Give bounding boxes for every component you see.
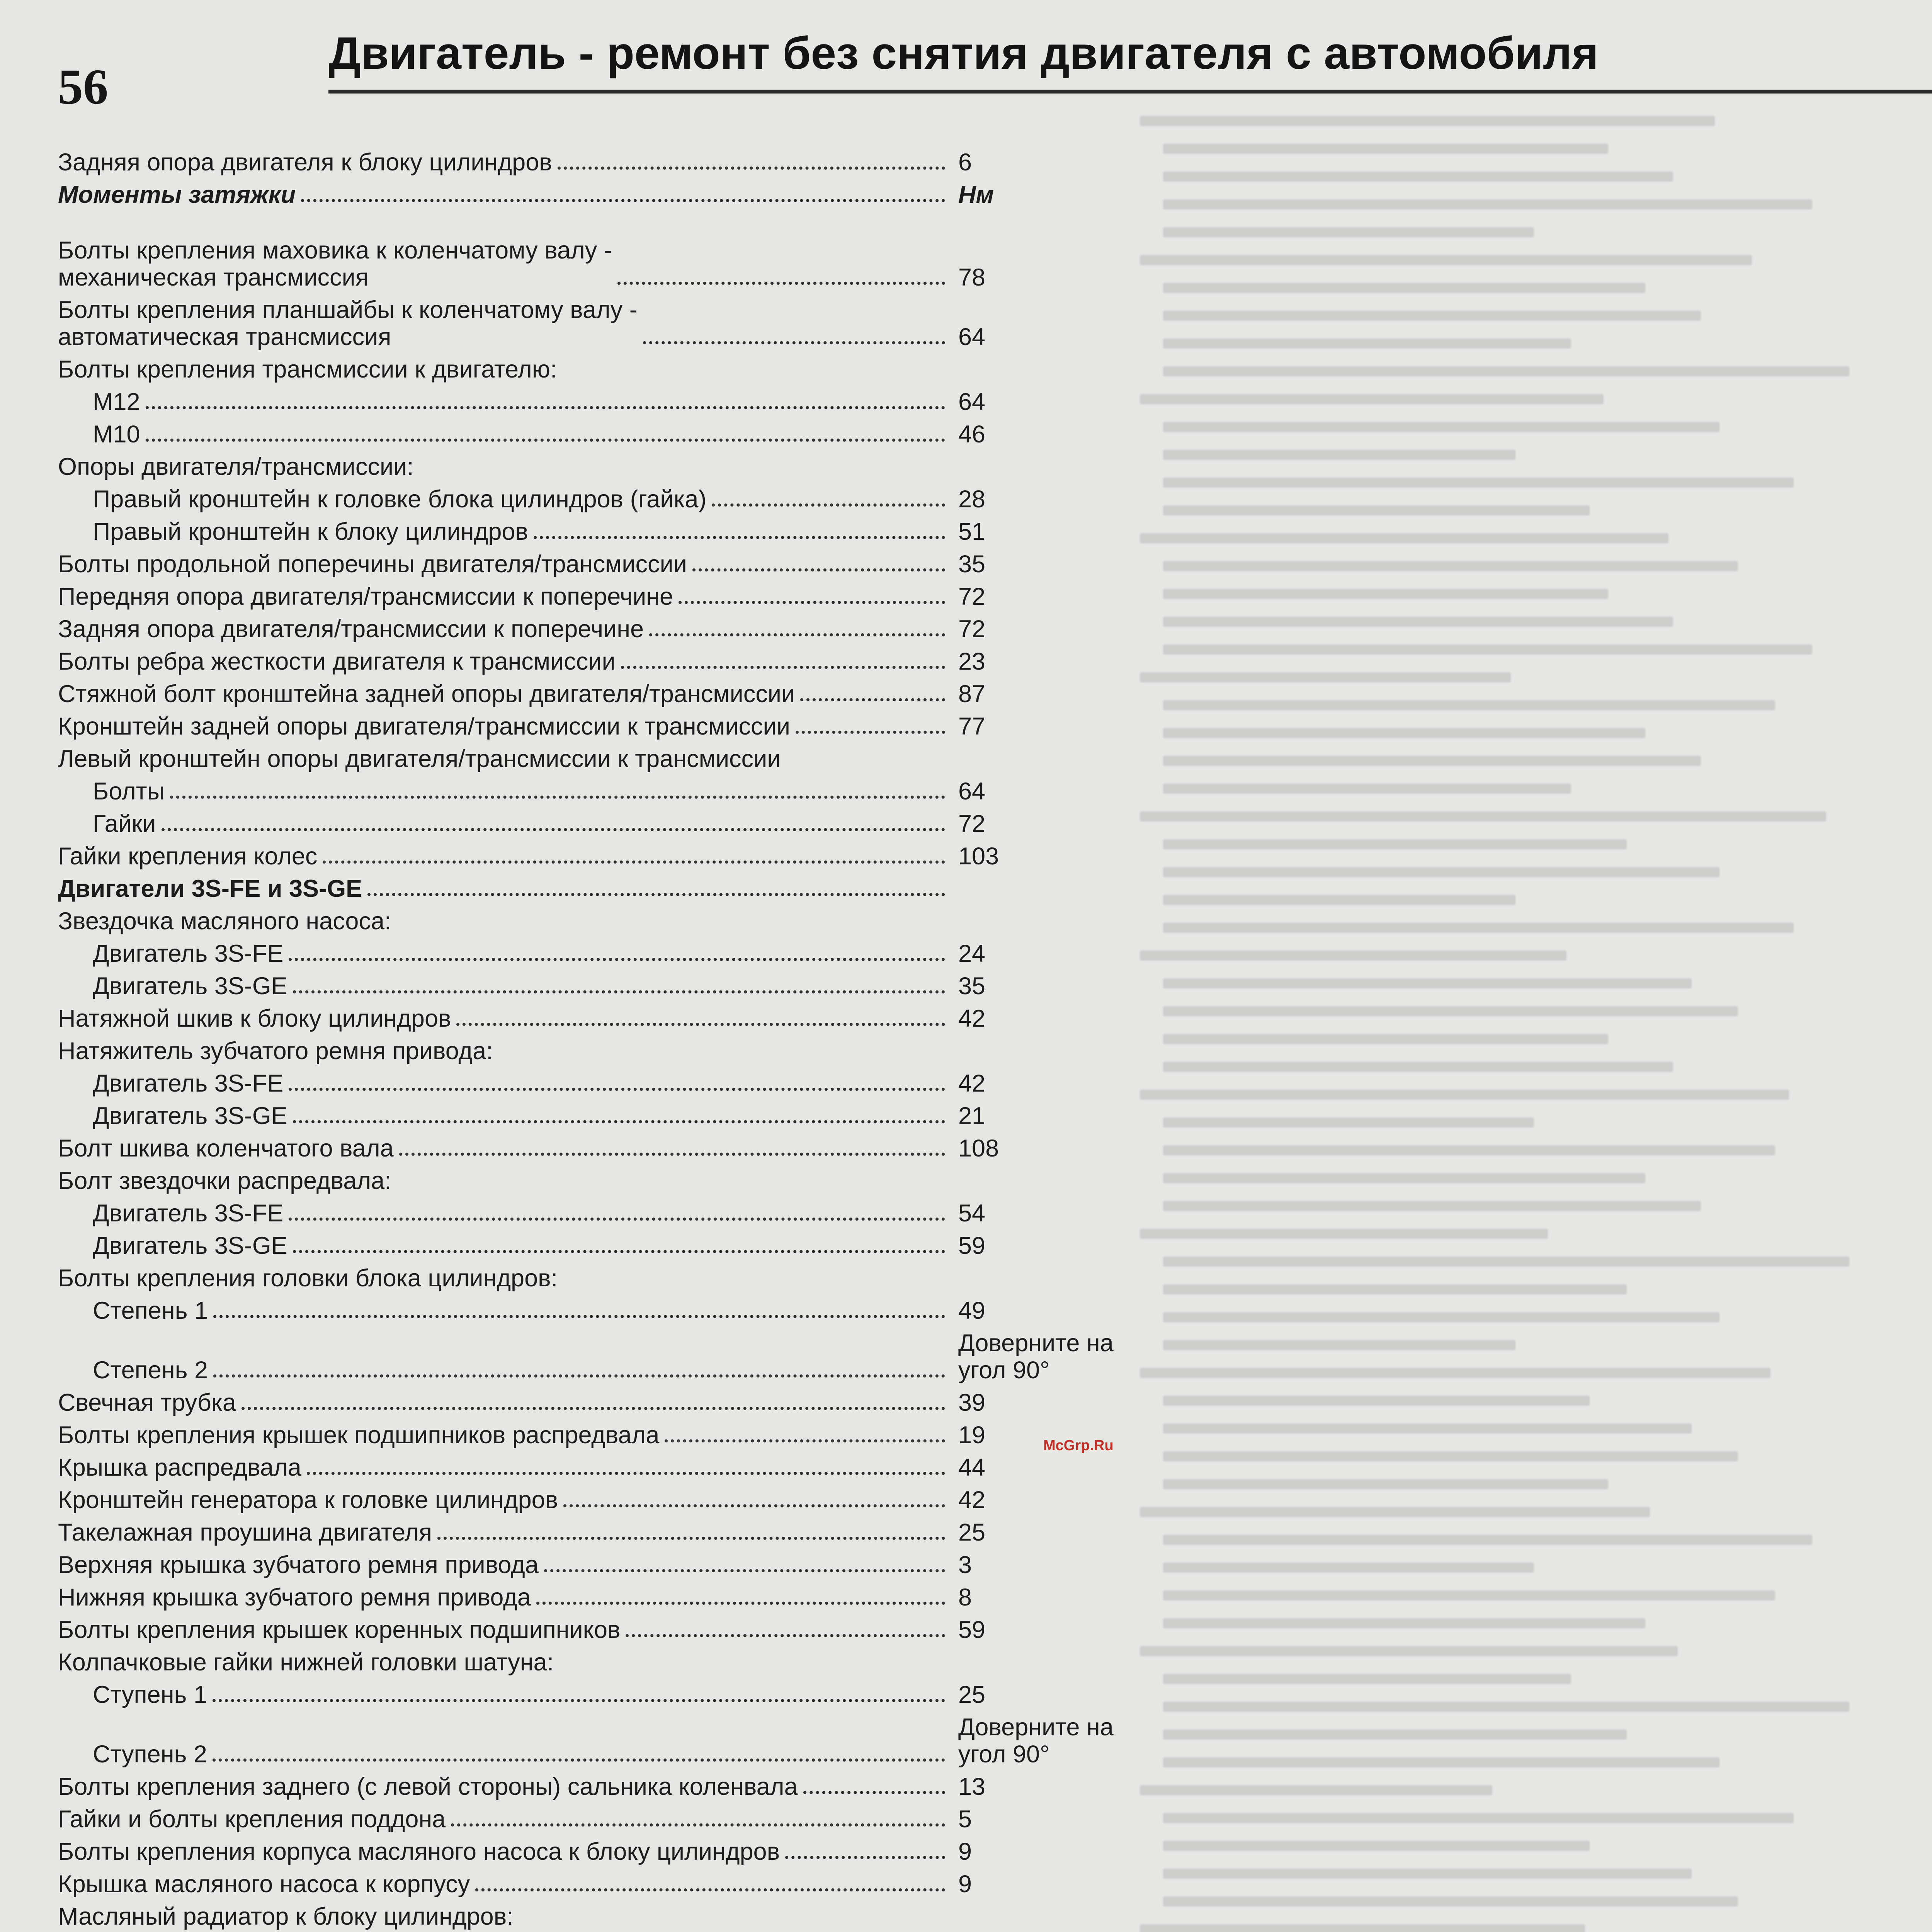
faded-text-line [1163,589,1608,599]
row-label: M12 [93,388,140,415]
table-row [58,149,1159,176]
row-label: Нижняя крышка зубчатого ремня привода [58,1584,531,1611]
table-row [58,1871,1159,1898]
faded-text-line [1163,561,1738,571]
dot-leader [679,601,945,604]
page-title: Двигатель - ремонт без снятия двигателя с автомобиля [328,28,1599,79]
table-row [58,1422,1159,1449]
table-row [58,648,1159,675]
row-label: Двигатель 3S-GE [93,1232,287,1259]
faded-text-line [1163,283,1645,293]
row-value: 72 [958,616,986,643]
table-row [58,1200,1159,1227]
table-row [58,356,1159,383]
dot-leader [621,666,945,669]
row-label: Гайки [93,810,156,837]
table-row [58,1584,1159,1611]
dot-leader [289,958,945,961]
row-value: 72 [958,810,986,837]
row-label: Задняя опора двигателя к блоку цилиндров [58,149,552,176]
faded-text-line [1140,811,1826,821]
row-label: Болты ребра жесткости двигателя к трансмиссии [58,648,616,675]
dot-leader [289,1088,945,1091]
dot-leader [437,1537,945,1540]
table-row [58,551,1159,578]
table-row [58,518,1159,545]
row-value: 49 [958,1297,986,1324]
row-value: 42 [958,1486,986,1514]
row-label: Такелажная проушина двигателя [58,1519,432,1546]
faded-text-line [1163,978,1692,988]
dot-leader [213,1699,945,1702]
dot-leader [563,1504,945,1507]
dot-leader [213,1759,945,1762]
row-label: Болты крепления корпуса масляного насоса к блоку цилиндров [58,1838,780,1865]
faded-text-line [1163,199,1812,209]
table-row [58,745,1159,772]
row-label: Свечная трубка [58,1389,236,1416]
faded-text-line [1163,1117,1534,1128]
row-value: 72 [958,583,986,610]
faded-text-line [1163,895,1515,905]
row-value: 42 [958,1070,986,1097]
faded-text-line [1163,1590,1775,1600]
table-row [58,1297,1159,1324]
row-value: 77 [958,713,986,740]
row-label: Степень 1 [93,1297,208,1324]
faded-text-line [1140,1924,1585,1932]
dot-leader [643,341,945,344]
faded-text-line [1163,505,1590,515]
row-label: Болт звездочки распредвала: [58,1167,391,1194]
table-row [58,1903,1159,1930]
faded-text-line [1163,645,1812,655]
dot-leader [649,633,945,636]
row-value: 87 [958,680,986,707]
table-row [58,1838,1159,1865]
faded-text-line [1163,1423,1692,1434]
header-rule [328,90,1932,94]
table-row [58,1714,1159,1768]
faded-text-line [1163,1869,1692,1879]
dot-leader [146,406,945,409]
faded-text-line [1163,1674,1571,1684]
faded-text-line [1163,700,1775,710]
table-row [58,1616,1159,1643]
faded-text-line [1140,672,1511,682]
dot-leader [146,439,945,442]
faded-text-line [1163,923,1794,933]
faded-text-line [1163,1618,1645,1628]
table-row [58,843,1159,870]
table-row [58,1551,1159,1578]
faded-text-line [1163,422,1719,432]
dot-leader [451,1823,945,1827]
row-label: Крышка распредвала [58,1454,301,1481]
dot-leader [289,1218,945,1221]
table-row [58,296,1159,350]
dot-leader [536,1602,945,1605]
row-label: Натяжитель зубчатого ремня привода: [58,1037,493,1065]
row-label: Степень 2 [93,1357,208,1384]
faded-text-line [1163,366,1849,376]
faded-text-line [1140,1090,1789,1100]
table-row [58,1037,1159,1065]
section-heading [58,181,1159,208]
faded-text-line [1140,255,1752,265]
row-label: Двигатель 3S-FE [93,940,284,967]
row-label: Двигатель 3S-GE [93,973,287,1000]
row-value: Нм [958,181,994,208]
dot-leader [800,698,945,701]
table-row [58,1389,1159,1416]
faded-text-line [1163,867,1719,877]
row-label: Болты [93,778,165,805]
faded-text-line [1163,1896,1738,1906]
faded-text-line [1163,338,1571,349]
dot-leader [399,1153,945,1156]
faded-text-line [1163,478,1794,488]
row-label: Кронштейн генератора к головке цилиндров [58,1486,558,1514]
row-label: Гайки крепления колес [58,843,318,870]
dot-leader [213,1315,945,1318]
dot-leader [617,282,945,285]
row-value: 108 [958,1135,999,1162]
dot-leader [534,536,945,539]
faded-text-line [1163,1257,1849,1267]
dot-leader [213,1374,945,1378]
row-label: Болты продольной поперечины двигателя/трансмиссии [58,551,687,578]
dot-leader [692,568,945,571]
row-value: 64 [958,778,986,805]
table-row [58,1330,1159,1384]
table-row [58,237,1159,291]
row-value: Доверните на угол 90° [958,1714,1114,1768]
faded-text-line [1163,1563,1534,1573]
row-label: Болты крепления головки блока цилиндров: [58,1265,558,1292]
row-value: 8 [958,1584,972,1611]
table-row [58,616,1159,643]
faded-text-line [1163,1173,1645,1183]
table-row [58,1519,1159,1546]
table-row [58,1486,1159,1514]
dot-leader [544,1569,945,1572]
row-value: 23 [958,648,986,675]
section-heading [58,875,1159,902]
dot-leader [558,167,945,170]
row-value: 5 [958,1806,972,1833]
faded-text-line [1163,1201,1701,1211]
dot-leader [665,1439,945,1442]
table-row [58,778,1159,805]
row-label: Левый кронштейн опоры двигателя/трансмиссии к трансмиссии [58,745,781,772]
row-value: 24 [958,940,986,967]
dot-leader [367,893,945,896]
faded-text-line [1163,784,1571,794]
row-label: M10 [93,421,140,448]
table-row [58,940,1159,967]
dot-leader [626,1634,945,1637]
faded-text-line [1163,311,1701,321]
row-value: 25 [958,1681,986,1708]
faded-text-line [1163,1312,1719,1322]
faded-text-line [1163,1757,1719,1767]
faded-text-line [1163,144,1608,154]
faded-text-line [1140,1368,1770,1378]
row-value: Доверните на угол 90° [958,1330,1114,1384]
row-value: 35 [958,973,986,1000]
row-value: 64 [958,388,986,415]
faded-text-line [1163,1340,1515,1350]
faded-text-line [1163,839,1627,849]
dot-leader [170,796,945,799]
row-label: Двигатели 3S-FE и 3S-GE [58,875,362,902]
faded-text-line [1140,1229,1548,1239]
row-value: 59 [958,1616,986,1643]
torque-table [58,149,1159,1932]
row-value: 64 [958,323,986,350]
faded-text-line [1163,617,1673,627]
dot-leader [301,199,945,202]
table-row [58,1773,1159,1800]
table-row [58,1806,1159,1833]
faded-text-line [1163,1284,1627,1294]
row-label: Задняя опора двигателя/трансмиссии к поперечине [58,616,644,643]
row-value: 59 [958,1232,986,1259]
row-label: Правый кронштейн к головке блока цилиндров (гайка) [93,486,707,513]
table-row [58,453,1159,480]
row-label: Болт шкива коленчатого вала [58,1135,394,1162]
dot-leader [242,1407,945,1410]
table-row [58,1167,1159,1194]
row-value: 54 [958,1200,986,1227]
row-label: Болты крепления трансмиссии к двигателю: [58,356,557,383]
row-value: 3 [958,1551,972,1578]
faded-text-line [1163,1006,1738,1016]
table-row [58,1649,1159,1676]
table-row [58,1135,1159,1162]
dot-leader [785,1856,945,1859]
faded-text-line [1163,450,1515,460]
row-spacer [58,214,1159,237]
row-label: Колпачковые гайки нижней головки шатуна: [58,1649,554,1676]
table-row [58,680,1159,707]
table-row [58,1005,1159,1032]
row-label: Правый кронштейн к блоку цилиндров [93,518,528,545]
row-label: Моменты затяжки [58,181,296,208]
faded-text-line [1163,756,1701,766]
dot-leader [162,828,945,831]
table-row [58,486,1159,513]
row-value: 19 [958,1422,986,1449]
table-row [58,421,1159,448]
row-label: Ступень 2 [93,1741,207,1768]
row-label: Стяжной болт кронштейна задней опоры двигателя/трансмиссии [58,680,795,707]
page-number: 56 [58,59,108,115]
row-value: 46 [958,421,986,448]
row-label: Верхняя крышка зубчатого ремня привода [58,1551,539,1578]
table-row [58,583,1159,610]
dot-leader [803,1791,946,1794]
faded-text-line [1140,1785,1492,1795]
row-label: Гайки и болты крепления поддона [58,1806,446,1833]
row-label: Болты крепления заднего (с левой стороны) сальника коленвала [58,1773,798,1800]
faded-text-line [1163,1062,1673,1072]
table-row [58,973,1159,1000]
row-value: 39 [958,1389,986,1416]
row-value: 28 [958,486,986,513]
dot-leader [475,1888,945,1891]
row-label: Кронштейн задней опоры двигателя/трансмиссии к трансмиссии [58,713,790,740]
row-label: Опоры двигателя/трансмиссии: [58,453,414,480]
row-value: 103 [958,843,999,870]
faded-text-line [1163,1451,1738,1461]
row-label: Масляный радиатор к блоку цилиндров: [58,1903,514,1930]
faded-text-line [1163,1841,1590,1851]
faded-text-line [1163,1396,1590,1406]
dot-leader [307,1472,945,1475]
table-row [58,1681,1159,1708]
table-row [58,1454,1159,1481]
row-label: Крышка масляного насоса к корпусу [58,1871,470,1898]
row-value: 35 [958,551,986,578]
faded-text-line [1163,1702,1849,1712]
row-value: 13 [958,1773,986,1800]
row-label: Болты крепления планшайбы к коленчатому валу - автоматическая трансмиссия [58,296,638,350]
row-value: 44 [958,1454,986,1481]
row-label: Передняя опора двигателя/трансмиссии к поперечине [58,583,673,610]
watermark-stamp: McGrp.Ru [1043,1437,1114,1454]
row-label: Болты крепления крышек коренных подшипников [58,1616,621,1643]
row-label: Натяжной шкив к блоку цилиндров [58,1005,451,1032]
row-value: 78 [958,264,986,291]
row-label: Двигатель 3S-GE [93,1102,287,1129]
row-label: Болты крепления крышек подшипников распредвала [58,1422,660,1449]
table-row [58,713,1159,740]
dot-leader [712,503,945,507]
faded-text-line [1163,172,1673,182]
faded-text-line [1140,394,1604,404]
faded-text-line [1140,1507,1650,1517]
dot-leader [796,731,945,734]
dot-leader [293,1120,945,1123]
row-value: 9 [958,1838,972,1865]
faded-text-line [1163,1813,1794,1823]
table-row [58,1070,1159,1097]
faded-text-line [1163,1535,1812,1545]
row-value: 42 [958,1005,986,1032]
dot-leader [293,990,945,993]
faded-text-line [1163,1730,1627,1740]
faded-text-line [1163,1034,1608,1044]
faded-text-line [1140,116,1715,126]
table-row [58,388,1159,415]
table-row [58,810,1159,837]
faded-text-line [1140,1646,1678,1656]
faded-text-line [1163,728,1645,738]
row-value: 51 [958,518,986,545]
table-row [58,1265,1159,1292]
faded-text-line [1163,1479,1608,1489]
row-label: Болты крепления маховика к коленчатому валу - механическая трансмиссия [58,237,612,291]
faded-text-line [1163,227,1534,237]
faded-text-line [1163,1145,1775,1155]
row-value: 25 [958,1519,986,1546]
dot-leader [323,861,945,864]
row-label: Двигатель 3S-FE [93,1070,284,1097]
dot-leader [293,1250,945,1253]
table-row [58,1232,1159,1259]
faded-facing-page [1140,116,1932,1932]
faded-text-line [1140,951,1566,961]
row-value: 6 [958,149,972,176]
table-row [58,1102,1159,1129]
table-row [58,908,1159,935]
row-value: 21 [958,1102,986,1129]
row-label: Ступень 1 [93,1681,207,1708]
row-label: Двигатель 3S-FE [93,1200,284,1227]
faded-text-line [1140,533,1668,543]
row-label: Звездочка масляного насоса: [58,908,391,935]
dot-leader [456,1023,945,1026]
row-value: 9 [958,1871,972,1898]
